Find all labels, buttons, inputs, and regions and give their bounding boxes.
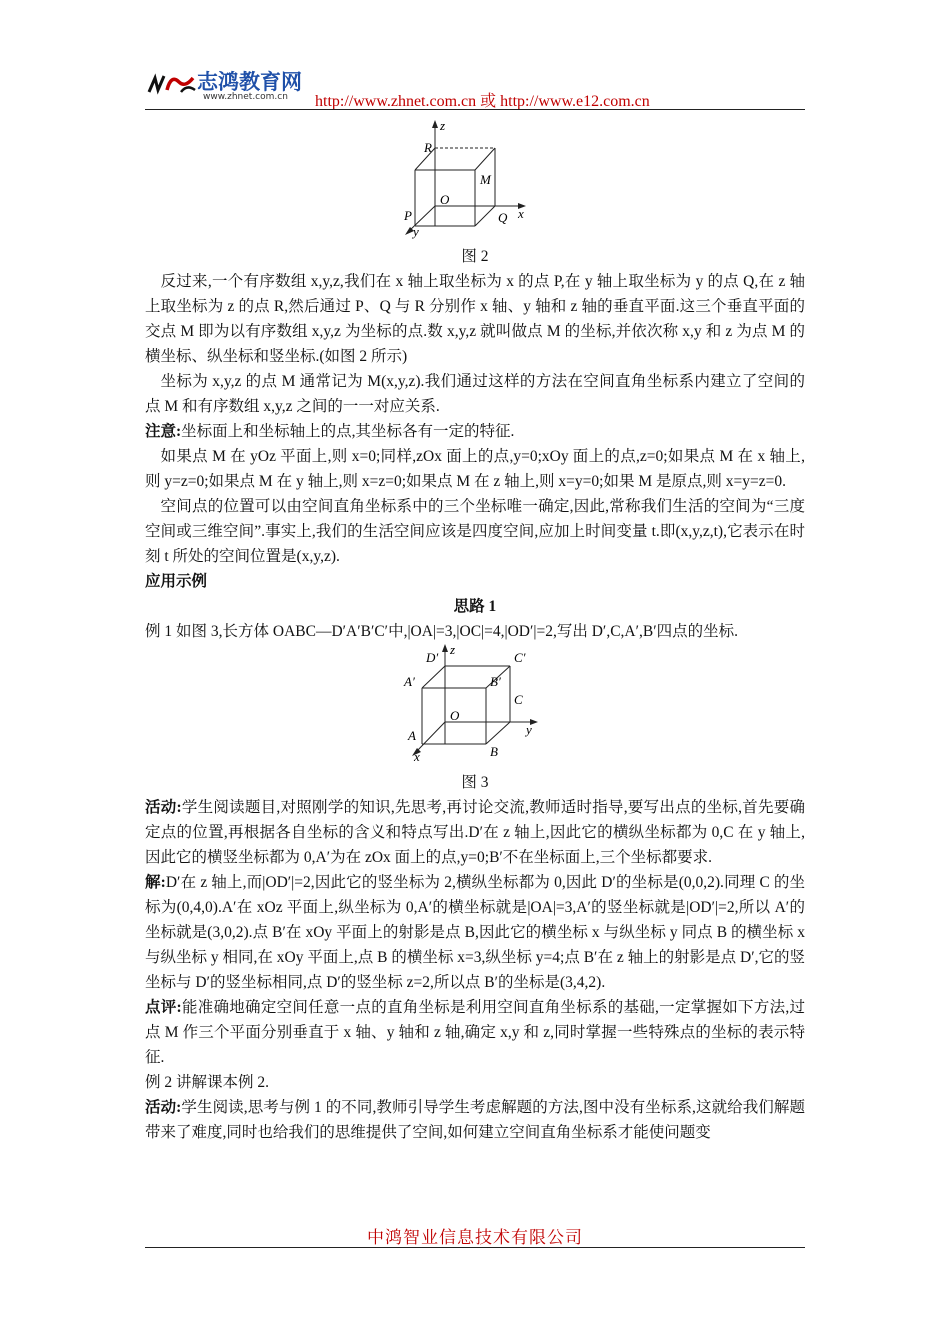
activity-2-text: 学生阅读,思考与例 1 的不同,教师引导学生考虑解题的方法,图中没有坐标系,这就给我们解题带来了难度,同时也给我们的思维提供了空间,如何建立空间直角坐标系才能使问题变 [145, 1099, 805, 1141]
fig3-label-y: y [526, 722, 532, 737]
page-header [145, 62, 805, 110]
figure-3-caption: 图 3 [461, 774, 489, 791]
activity-2-label: 活动: [145, 1099, 182, 1116]
header-divider [145, 109, 805, 110]
fig3-label-o: O [450, 708, 460, 723]
fig2-label-z: z [440, 118, 446, 133]
activity-1-text: 学生阅读题目,对照刚学的知识,先思考,再讨论交流,教师适时指导,要写出点的坐标,首先要确定点的位置,再根据各自坐标的含义和特点写出.D′在 z 轴上,因此它的横纵坐标都为 0,C 在 y 轴上,因此它的横竖坐标都为 0,A′为在 zOx 面上的点,y=0;B′不在坐标面上,三个坐标都要求. [145, 799, 805, 866]
fig3-label-a: A [408, 728, 416, 743]
fig3-label-x: x [414, 749, 420, 762]
note-text: 坐标面上和坐标轴上的点,其坐标各有一定的特征. [181, 423, 515, 440]
fig3-label-b-prime: B′ [490, 674, 501, 689]
subsection-heading: 思路 1 [453, 598, 497, 615]
site-logo[interactable] [145, 62, 315, 106]
fig2-label-y: y [413, 224, 419, 239]
paragraph-special-points: 如果点 M 在 yOz 平面上,则 x=0;同样,zOx 面上的点,y=0;xOy 面上的点,z=0;如果点 M 在 x 轴上,则 y=z=0;如果点 M 在 y 轴上,则 x=z=0;如果点 M 在 z 轴上,则 x=y=0;如果 M 是原点,则 x=y=z=0. [145, 448, 805, 490]
logo-subtitle: www.zhnet.com.cn [203, 92, 288, 102]
fig3-label-a-prime: A′ [404, 674, 415, 689]
fig3-label-z: z [450, 644, 456, 657]
paragraph-converse: 反过来,一个有序数组 x,y,z,我们在 x 轴上取坐标为 x 的点 P,在 y 轴上取坐标为 y 的点 Q,在 z 轴上取坐标为 z 的点 R,然后通过 P、Q 与 R 分别作 x 轴、y 轴和 z 轴的垂直平面.这三个垂直平面的交点 M 即为以有序数组 x,y,z 为坐标的点.数 x,y,z 就叫做点 M 的坐标,并依次称 x,y 和 z 为点 M 的横坐标、纵坐标和竖坐标.(如图 2 所示) [145, 273, 805, 365]
comment-text: 能准确地确定空间任意一点的直角坐标是利用空间直角坐标系的基础,一定掌握如下方法,过点 M 作三个平面分别垂直于 x 轴、y 轴和 z 轴,确定 x,y 和 z,同时掌握一些特殊点的坐标的表示特征. [145, 999, 805, 1066]
solution-text: D′在 z 轴上,而|OD′|=2,因此它的竖坐标为 2,横纵坐标都为 0,因此 D′的坐标是(0,0,2).同理 C 的坐标为(0,4,0).A′在 xOz 平面上,纵坐标为 0,A′的横坐标就是|OA|=3,A′的竖坐标就是|OD′|=2,所以 A′的坐标就是(3,0,2).点 B′在 xOy 平面上的射影是点 B,因此它的横坐标 x 与纵坐标 y 同点 B 的横坐标 x 与纵坐标 y 相同,在 xOy 平面上,点 B 的横坐标 x=3,纵坐标 y=4;点 B′在 z 轴上的射影是点 D′,它的竖坐标与 D′的竖坐标相同,点 D′的竖坐标 z=2,所以点 B′的坐标是(3,4,2). [145, 874, 806, 991]
fig2-label-x: x [518, 206, 524, 221]
example-2: 例 2 讲解课本例 2. [145, 1074, 270, 1091]
paragraph-space-time: 空间点的位置可以由空间直角坐标系中的三个坐标唯一确定,因此,常称我们生活的空间为“三度空间或三维空间”.事实上,我们的生活空间应该是四度空间,应加上时间变量 t.即(x,y,z,t),它表示在时刻 t 所处的空间位置是(x,y,z). [145, 498, 805, 565]
comment [145, 995, 805, 1070]
fig2-label-r: R [424, 140, 432, 155]
fig3-label-b: B [490, 744, 498, 759]
logo-mark-icon [145, 68, 201, 102]
solution [145, 870, 805, 995]
logo-text: 志鸿教育网 [197, 70, 302, 94]
footer-divider [145, 1247, 805, 1248]
figure-3-cuboid-diagram [400, 644, 550, 762]
paragraph-notation: 坐标为 x,y,z 的点 M 通常记为 M(x,y,z).我们通过这样的方法在空间直角坐标系内建立了空间的点 M 和有序数组 x,y,z 之间的一一对应关系. [145, 373, 805, 415]
header-urls[interactable]: http://www.zhnet.com.cn 或 http://www.e12.com.cn [315, 93, 650, 110]
fig3-label-c-prime: C′ [514, 650, 526, 665]
fig2-label-o: O [440, 192, 450, 207]
note-paragraph [145, 419, 805, 444]
figure-2-cube-diagram [400, 118, 550, 240]
fig3-label-c: C [514, 692, 523, 707]
fig2-label-q: Q [498, 210, 508, 225]
figure-2-caption: 图 2 [461, 248, 489, 265]
section-heading: 应用示例 [145, 573, 208, 590]
fig2-label-m: M [480, 172, 491, 187]
main-content [145, 118, 805, 1145]
example-1: 例 1 如图 3,长方体 OABC—D′A′B′C′中,|OA|=3,|OC|=4,|OD′|=2,写出 D′,C,A′,B′四点的坐标. [145, 623, 738, 640]
page-footer: 中鸿智业信息技术有限公司 [367, 1228, 583, 1247]
fig2-label-p: P [404, 208, 412, 223]
note-label: 注意: [145, 423, 182, 440]
activity-1-label: 活动: [145, 799, 182, 816]
activity-2 [145, 1095, 805, 1145]
solution-label: 解: [145, 874, 166, 891]
activity-1 [145, 795, 805, 870]
fig3-label-d-prime: D′ [426, 650, 439, 665]
comment-label: 点评: [145, 999, 182, 1016]
